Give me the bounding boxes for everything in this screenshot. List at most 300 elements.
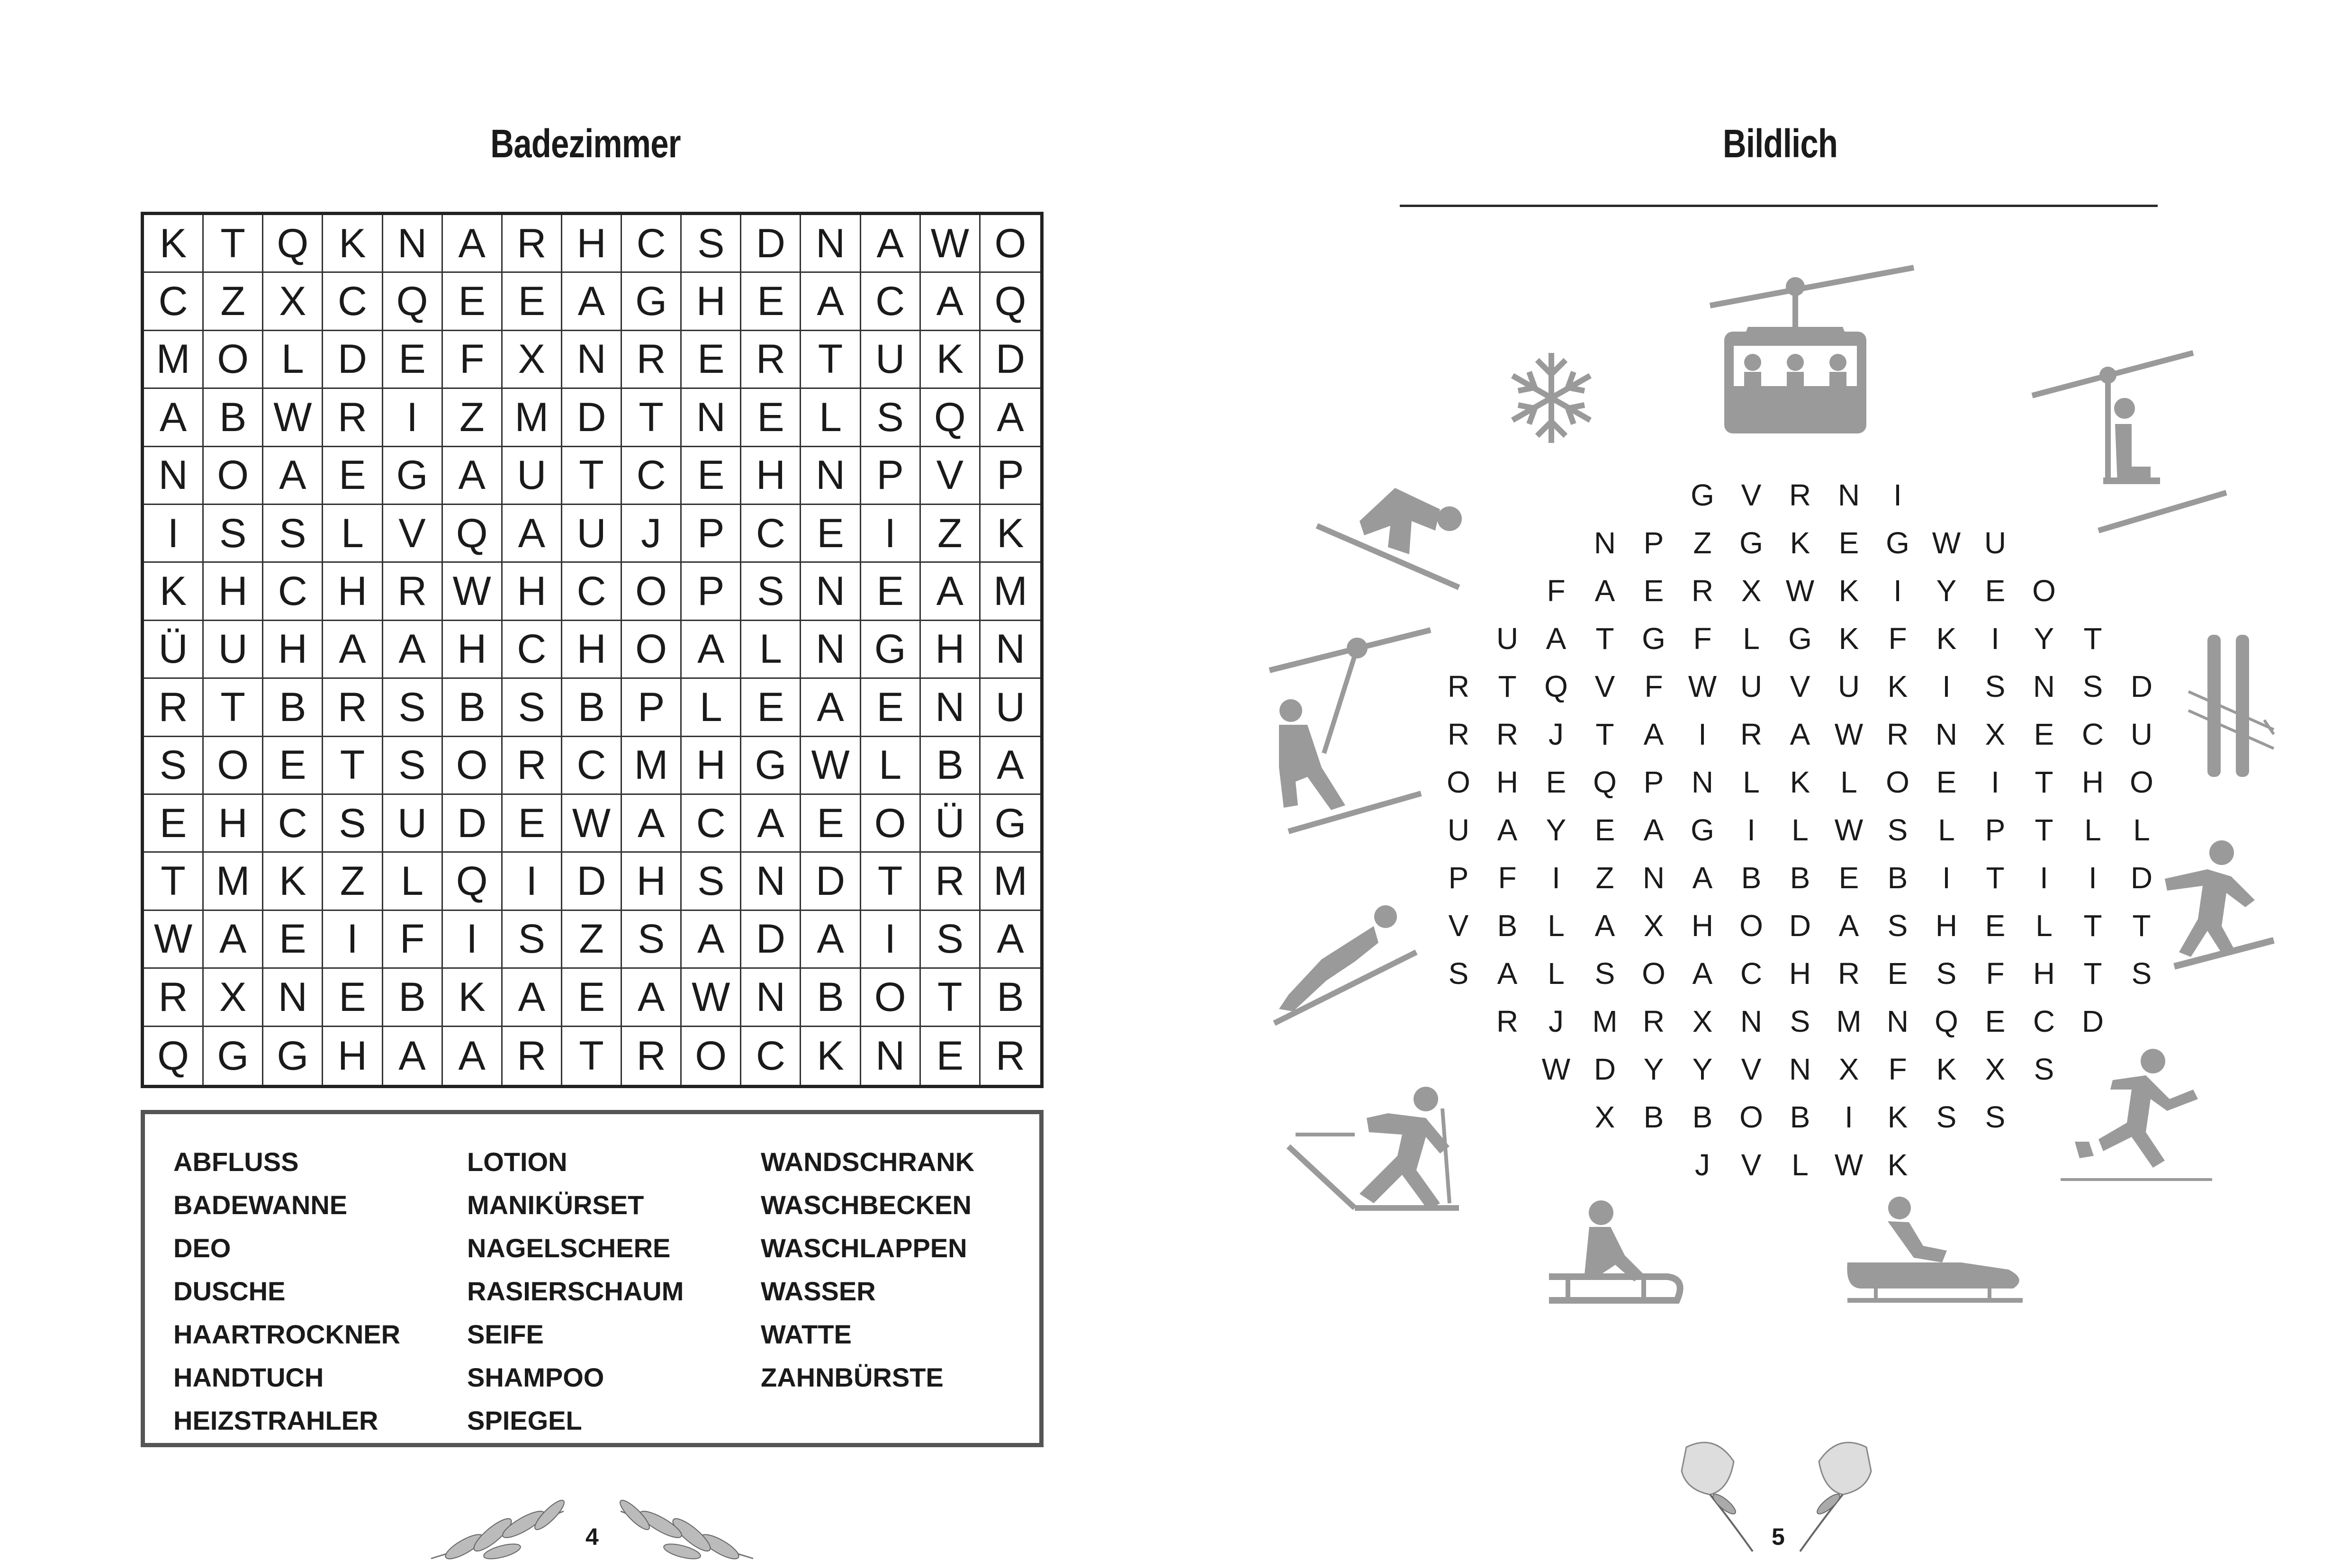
puzzle-letter: A [1692,956,1713,991]
word-list-item: LOTION [467,1147,567,1177]
grid-cell: W [682,969,741,1027]
grid-cell: A [562,273,622,331]
grid-cell: J [622,505,682,563]
grid-cell: K [144,215,204,273]
puzzle-letter: U [1837,669,1860,703]
puzzle-letter: L [1938,813,1955,847]
grid-cell: C [682,795,741,853]
puzzle-letter: V [1741,478,1762,512]
puzzle-letter: Y [1692,1052,1713,1086]
puzzle-letter: G [1788,622,1812,656]
puzzle-letter: O [2032,574,2056,608]
word-list-column-2 [467,1140,684,1442]
puzzle-row [1421,758,2179,806]
puzzle-letter: B [1692,1100,1713,1134]
puzzle-letter: D [2081,1004,2104,1038]
crossed-skis-icon [2188,635,2274,777]
puzzle-letter: S [2131,956,2152,991]
puzzle-letter: P [1985,813,2006,847]
puzzle-letter: T [1986,861,2005,895]
grid-cell: R [921,853,981,910]
puzzle-letter: F [1644,669,1663,703]
grid-cell: O [204,447,263,505]
word-list-item: WATTE [761,1319,852,1349]
puzzle-letter: E [1838,861,1859,895]
grid-cell: H [562,621,622,679]
word-list-item: HANDTUCH [173,1362,324,1392]
grid-cell: K [263,853,323,910]
grid-cell: D [981,331,1040,389]
snowboarder-icon [2165,840,2274,966]
puzzle-letter: D [2130,861,2153,895]
grid-cell: T [801,331,861,389]
puzzle-letter: V [1790,669,1810,703]
grid-cell: N [801,621,861,679]
grid-cell: S [741,563,801,621]
puzzle-letter: U [2130,717,2153,751]
grid-cell: S [323,795,383,853]
puzzle-letter: W [1541,1052,1571,1086]
puzzle-letter: A [1790,717,1810,751]
grid-cell: O [622,563,682,621]
grid-cell: A [861,215,921,273]
puzzle-letter: R [1642,1004,1665,1038]
grid-cell: N [263,969,323,1027]
grid-cell: A [981,737,1040,795]
word-list-item: WANDSCHRANK [761,1147,975,1177]
puzzle-letter: E [1985,1004,2006,1038]
word-list-item: DEO [173,1233,231,1263]
word-list-item: MANIKÜRSET [467,1190,644,1220]
puzzle-row [1421,615,2179,663]
grid-cell: X [204,969,263,1027]
puzzle-letter: N [2033,669,2055,703]
grid-cell: G [622,273,682,331]
puzzle-letter: E [1838,526,1859,560]
grid-cell: S [263,505,323,563]
grid-cell: A [383,1027,443,1085]
grid-cell: R [503,1027,562,1085]
grid-cell: W [562,795,622,853]
puzzle-letter: B [1887,861,1908,895]
grid-cell: O [204,331,263,389]
puzzle-letter: K [1838,574,1859,608]
puzzle-letter: T [1595,717,1614,751]
grid-cell: T [204,215,263,273]
puzzle-letter: W [1834,813,1864,847]
grid-cell: K [921,331,981,389]
grid-cell: X [263,273,323,331]
puzzle-letter: X [1643,909,1664,943]
grid-cell: E [323,969,383,1027]
puzzle-letter: I [1942,861,1951,895]
puzzle-letter: P [1448,861,1469,895]
puzzle-letter: X [1692,1004,1713,1038]
grid-cell: M [503,389,562,447]
grid-cell: N [921,679,981,737]
grid-cell: O [861,795,921,853]
grid-cell: E [503,795,562,853]
puzzle-letter: X [1838,1052,1859,1086]
grid-cell: A [622,969,682,1027]
grid-cell: T [144,853,204,910]
puzzle-letter: F [1888,622,1907,656]
grid-cell: E [921,1027,981,1085]
puzzle-letter: L [1743,622,1760,656]
grid-cell: E [144,795,204,853]
puzzle-row [1421,567,2179,615]
puzzle-letter: I [1942,669,1951,703]
puzzle-letter: C [2033,1004,2055,1038]
grid-cell: H [682,737,741,795]
puzzle-row [1421,950,2179,998]
grid-cell: H [741,447,801,505]
word-list-column-1 [173,1140,400,1442]
grid-cell: E [562,969,622,1027]
grid-cell: H [204,563,263,621]
grid-cell: N [144,447,204,505]
puzzle-letter: G [1739,526,1763,560]
puzzle-letter: F [1547,574,1566,608]
grid-cell: L [323,505,383,563]
puzzle-letter: R [1837,956,1860,991]
grid-cell: M [204,853,263,910]
grid-cell: W [801,737,861,795]
grid-cell: U [204,621,263,679]
puzzle-letter: A [1594,574,1615,608]
puzzle-letter: L [1792,813,1809,847]
puzzle-letter: O [1642,956,1666,991]
puzzle-letter: G [1691,478,1714,512]
puzzle-letter: Z [1693,526,1712,560]
grid-cell: A [144,389,204,447]
grid-cell: I [503,853,562,910]
grid-cell: C [144,273,204,331]
puzzle-letter: T [1595,622,1614,656]
grid-cell: T [861,853,921,910]
puzzle-row [1421,1045,2179,1093]
grid-cell: N [801,563,861,621]
grid-cell: C [323,273,383,331]
word-list-item: WASSER [761,1276,876,1306]
grid-cell: G [263,1027,323,1085]
grid-cell: G [741,737,801,795]
grid-cell: L [383,853,443,910]
puzzle-letter: K [1887,1100,1908,1134]
grid-cell: P [682,563,741,621]
grid-cell: R [622,1027,682,1085]
puzzle-letter: K [1838,622,1859,656]
grid-cell: I [861,505,921,563]
puzzle-letter: I [1747,813,1756,847]
grid-cell: T [204,679,263,737]
grid-cell: C [562,563,622,621]
puzzle-letter: J [1549,1004,1564,1038]
grid-cell: A [443,1027,503,1085]
grid-cell: Z [323,853,383,910]
grid-cell: N [682,389,741,447]
page-number-right: 5 [1772,1523,1785,1550]
puzzle-letter: E [1985,574,2006,608]
grid-cell: O [443,737,503,795]
page-number-left: 4 [585,1523,599,1550]
grid-cell: N [981,621,1040,679]
grid-cell: D [443,795,503,853]
puzzle-letter: A [1497,813,1518,847]
grid-cell: O [861,969,921,1027]
grid-cell: E [741,679,801,737]
puzzle-letter: V [1594,669,1615,703]
puzzle-letter: S [1790,1004,1810,1038]
grid-cell: L [741,621,801,679]
grid-cell: W [263,389,323,447]
grid-cell: V [383,505,443,563]
grid-cell: S [921,911,981,969]
puzzle-letter: M [1592,1004,1618,1038]
puzzle-letter: X [1741,574,1762,608]
puzzle-row [1421,663,2179,711]
puzzle-letter: Y [1546,813,1567,847]
grid-cell: K [144,563,204,621]
grid-cell: G [981,795,1040,853]
puzzle-letter: W [1785,574,1815,608]
puzzle-row [1421,998,2179,1045]
puzzle-letter: U [1496,622,1519,656]
grid-cell: Z [443,389,503,447]
puzzle-letter: S [1887,909,1908,943]
puzzle-letter: F [1986,956,2005,991]
grid-cell: A [383,621,443,679]
grid-cell: L [263,331,323,389]
grid-cell: S [682,853,741,910]
puzzle-letter: O [1886,765,1909,799]
puzzle-letter: I [2089,861,2097,895]
puzzle-letter: W [1688,669,1717,703]
puzzle-letter: C [2081,717,2104,751]
grid-cell: R [503,215,562,273]
grid-cell: E [682,331,741,389]
puzzle-letter: L [1743,765,1760,799]
puzzle-letter: D [1789,909,1811,943]
grid-cell: C [741,505,801,563]
puzzle-letter: Q [1544,669,1568,703]
word-list-box [141,1110,1044,1447]
puzzle-letter: O [1739,1100,1763,1134]
grid-cell: I [443,911,503,969]
puzzle-letter: X [1985,1052,2006,1086]
puzzle-letter: N [1886,1004,1909,1038]
grid-cell: Ü [921,795,981,853]
puzzle-letter: B [1741,861,1762,895]
puzzle-row [1421,902,2179,950]
puzzle-letter: Y [1936,574,1957,608]
grid-cell: U [981,679,1040,737]
grid-cell: A [682,911,741,969]
grid-cell: K [323,215,383,273]
grid-cell: O [622,621,682,679]
grid-cell: P [682,505,741,563]
grid-cell: A [801,273,861,331]
grid-cell: L [801,389,861,447]
grid-cell: K [981,505,1040,563]
grid-cell: N [741,969,801,1027]
letter-grid [141,212,1044,1088]
puzzle-letter: T [1498,669,1517,703]
grid-cell: C [861,273,921,331]
puzzle-row [1421,854,2179,902]
puzzle-letter: T [2035,813,2053,847]
grid-cell: U [861,331,921,389]
grid-cell: A [503,969,562,1027]
puzzle-letter: Y [1643,1052,1664,1086]
grid-cell: F [443,331,503,389]
grid-cell: R [323,389,383,447]
grid-cell: R [383,563,443,621]
grid-cell: S [503,911,562,969]
puzzle-letter: P [1643,526,1664,560]
puzzle-letter: L [1548,909,1565,943]
puzzle-letter: S [2082,669,2103,703]
grid-cell: T [562,447,622,505]
puzzle-letter: A [1643,813,1664,847]
grid-cell: L [682,679,741,737]
puzzle-letter: E [1594,813,1615,847]
grid-cell: H [503,563,562,621]
grid-cell: H [323,563,383,621]
grid-cell: Q [981,273,1040,331]
word-list-item: WASCHBECKEN [761,1190,972,1220]
grid-cell: B [801,969,861,1027]
puzzle-row [1421,1093,2179,1141]
grid-cell: R [995,1033,1025,1079]
puzzle-letter: T [2083,956,2102,991]
grid-cell: A [921,563,981,621]
grid-cell: N [741,853,801,910]
grid-cell: G [383,447,443,505]
grid-cell: I [861,911,921,969]
grid-cell: E [801,505,861,563]
puzzle-letter: V [1741,1052,1762,1086]
puzzle-letter: D [2130,669,2153,703]
page-title-right: Bildlich [1722,121,1838,166]
grid-cell: Z [921,505,981,563]
word-list-item: SHAMPOO [467,1362,604,1392]
grid-cell: N [801,215,861,273]
puzzle-letter: A [1546,622,1567,656]
word-list-item: WASCHLAPPEN [761,1233,967,1263]
puzzle-letter: T [2083,622,2102,656]
puzzle-letter: V [1448,909,1469,943]
puzzle-letter: I [1893,478,1902,512]
grid-cell: A [741,795,801,853]
grid-cell: W [144,911,204,969]
page-title-left: Badezimmer [490,121,681,166]
grid-cell: A [323,621,383,679]
grid-cell: E [682,447,741,505]
puzzle-letter: L [2035,909,2053,943]
title-underline [1400,205,2158,207]
bobsled-icon [1847,1197,2023,1300]
grid-cell: Q [443,505,503,563]
grid-cell: M [622,737,682,795]
grid-cell: A [921,273,981,331]
puzzle-letter: T [2083,909,2102,943]
grid-cell: T [562,1027,622,1085]
puzzle-letter: T [2035,765,2053,799]
puzzle-letter: F [1498,861,1517,895]
grid-cell: D [562,853,622,910]
puzzle-letter: I [1552,861,1560,895]
puzzle-letter: S [2034,1052,2054,1086]
grid-cell: S [861,389,921,447]
grid-cell: S [682,215,741,273]
grid-cell: O [981,215,1040,273]
ski-jumper-icon [1274,905,1416,1023]
grid-cell: C [503,621,562,679]
puzzle-letter: G [1886,526,1909,560]
puzzle-letter: E [1887,956,1908,991]
grid-cell: B [981,969,1040,1027]
grid-cell: A [801,679,861,737]
puzzle-letter: N [1789,1052,1811,1086]
grid-cell: E [263,737,323,795]
puzzle-letter: E [1643,574,1664,608]
grid-cell: Q [383,273,443,331]
puzzle-letter: K [1790,526,1810,560]
grid-cell: S [144,737,204,795]
puzzle-letter: S [1448,956,1469,991]
grid-cell: K [443,969,503,1027]
grid-cell: Ü [144,621,204,679]
grid-cell: A [263,447,323,505]
puzzle-letter: I [1698,717,1707,751]
puzzle-letter: I [1893,574,1902,608]
puzzle-letter: D [1594,1052,1616,1086]
grid-cell: C [622,215,682,273]
grid-cell: Q [921,389,981,447]
puzzle-letter: N [1594,526,1616,560]
puzzle-letter: I [1845,1100,1853,1134]
gondola-icon [1710,268,1914,433]
puzzle-letter: R [1691,574,1714,608]
puzzle-row [1421,806,2179,854]
grid-cell: C [263,795,323,853]
grid-cell: A [981,389,1040,447]
puzzle-letter: K [1887,1148,1908,1182]
grid-cell: R [144,679,204,737]
grid-cell: B [204,389,263,447]
grid-cell: A [443,447,503,505]
grid-cell: A [801,911,861,969]
grid-cell: Q [144,1027,204,1085]
puzzle-letter: B [1790,861,1810,895]
puzzle-letter: J [1695,1148,1710,1182]
puzzle-letter: V [1741,1148,1762,1182]
grid-cell: X [503,331,562,389]
grid-cell: R [323,679,383,737]
puzzle-letter: N [1691,765,1714,799]
puzzle-letter: A [1692,861,1713,895]
puzzle-row [1421,519,2179,567]
grid-cell: W [921,215,981,273]
puzzle-letter: A [1497,956,1518,991]
puzzle-letter: H [1691,909,1714,943]
puzzle-letter: B [1497,909,1518,943]
grid-cell: S [204,505,263,563]
puzzle-letter: G [1642,622,1666,656]
grid-cell: E [503,273,562,331]
word-list-item: BADEWANNE [173,1190,348,1220]
